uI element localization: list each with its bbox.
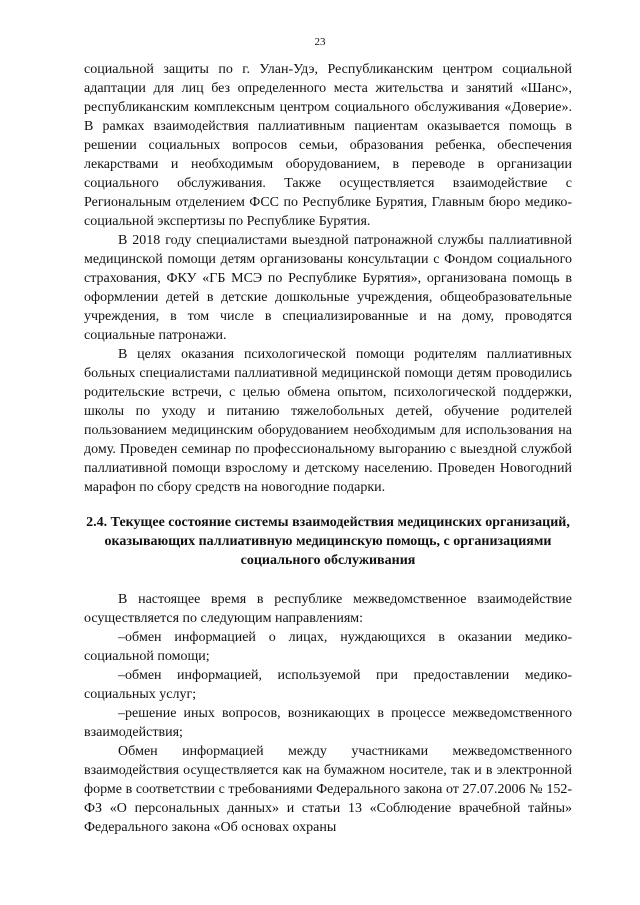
document-body bbox=[84, 60, 572, 837]
intro-paragraph: В настоящее время в республике межведомственное взаимодействие осуществляется по следующим направлениям: bbox=[84, 592, 572, 626]
list-item: –обмен информацией о лицах, нуждающихся в оказании медико-социальной помощи; bbox=[84, 630, 572, 664]
paragraph-2018-consultations: В 2018 году специалистами выездной патронажной службы паллиативной медицинской помощи детям организованы консультации с Фондом социального страхования, ФКУ «ГБ МСЭ по Республике Бурятия», организована помощь в оформлении детей в детские дошкольные учреждения, общеобразовательные учреждения, в том числе в специализированные и на дому, проводятся социальные патронажи. bbox=[84, 233, 572, 343]
page-number: 23 bbox=[314, 36, 326, 48]
paragraph-psychological-help: В целях оказания психологической помощи родителям паллиативных больных специалистами паллиативной медицинской помощи детям проводились родительские встречи, с целью обмена опытом, психологической поддержки, школы по уходу и питанию тяжелобольных детей, обучение родителей пользованием медицинским оборудованием необходимым для использования на дому. Проведен семинар по профессиональному выгоранию с выездной службой паллиативной помощи взрослому и детскому населению. Проведен Новогодний марафон по сбору средств на новогодние подарки. bbox=[84, 347, 572, 495]
list-item: –обмен информацией, используемой при предоставлении медико-социальных услуг; bbox=[84, 668, 572, 702]
closing-paragraph: Обмен информацией между участниками межведомственного взаимодействия осуществляется как на бумажном носителе, так и в электронной форме в соответствии с требованиями Федерального закона от 27.07.2006 № 152-ФЗ «О персональных данных» и статьи 13 «Соблюдение врачебной тайны» Федерального закона «Об основах охраны bbox=[84, 744, 572, 835]
section-heading: 2.4. Текущее состояние системы взаимодействия медицинских организаций, оказывающих паллиативную медицинскую помощь, с организациями социального обслуживания bbox=[86, 515, 570, 568]
paragraph-continued: социальной защиты по г. Улан-Удэ, Республиканским центром социальной адаптации для лиц без определенного места жительства и занятий «Шанс», республиканским комплексным центром социального обслуживания «Доверие». В рамках взаимодействия паллиативным пациентам оказывается помощь в решении социальных вопросов семьи, образования ребенка, обеспечения лекарствами и необходимым оборудованием, в переводе в организации социального обслуживания. Также осуществляется взаимодействие с Региональным отделением ФСС по Республике Бурятия, Главным бюро медико-социальной экспертизы по Республике Бурятия. bbox=[84, 62, 572, 229]
list-item: –решение иных вопросов, возникающих в процессе межведомственного взаимодействия; bbox=[84, 706, 572, 740]
